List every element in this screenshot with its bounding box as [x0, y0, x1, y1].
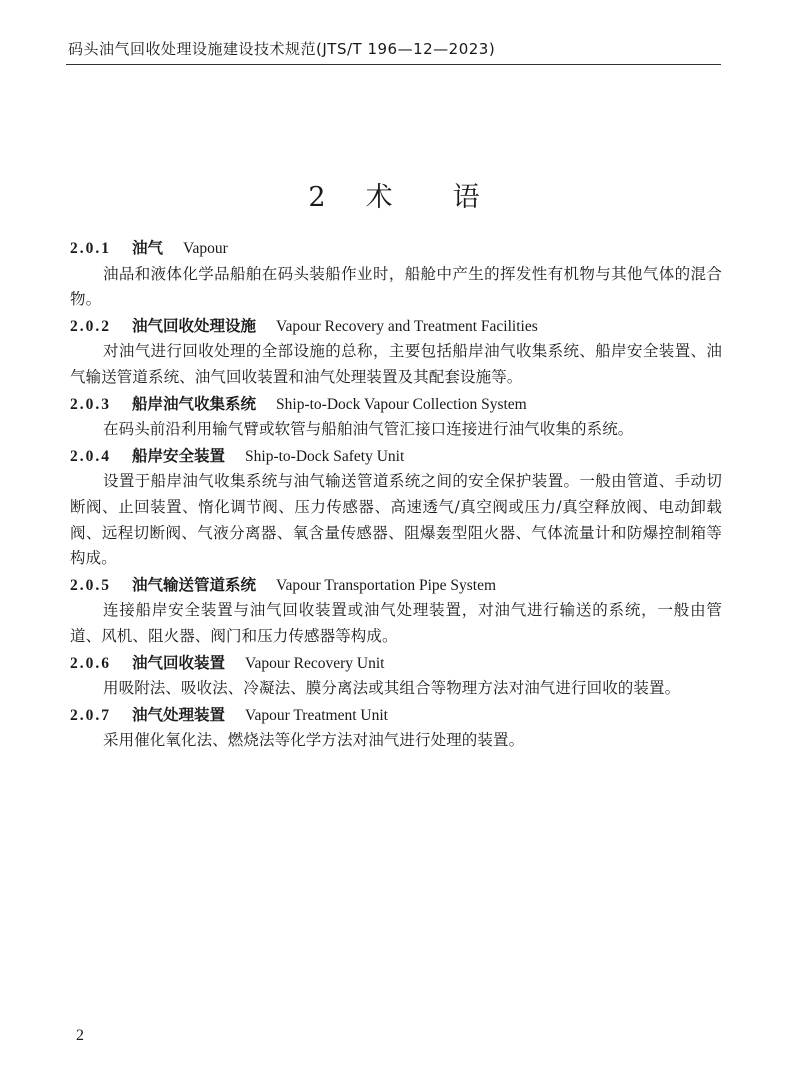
term-heading [70, 313, 722, 340]
term-number: 2.0.1 [70, 240, 111, 257]
term-chinese: 油气输送管道系统 [132, 574, 257, 594]
term-heading [70, 702, 722, 729]
term-english: Vapour Recovery and Treatment Facilities [276, 317, 538, 335]
term-heading [70, 572, 722, 599]
term-heading [70, 391, 722, 418]
chapter-number: 2 [308, 182, 328, 213]
term-entry [70, 650, 722, 702]
term-entry [70, 702, 722, 754]
term-definition: 在码头前沿利用输气臂或软管与船舶油气管汇接口连接进行油气收集的系统。 [103, 420, 634, 439]
term-english: Vapour Recovery Unit [245, 654, 385, 672]
term-definition: 连接船岸安全装置与油气回收装置或油气处理装置，对油气进行输送的系统，一般由管道、风机、阻火器、阀门和压力传感器等构成。 [70, 601, 722, 645]
term-chinese: 油气处理装置 [132, 704, 226, 724]
term-number: 2.0.7 [70, 706, 111, 724]
term-definition: 油品和液体化学品船舶在码头装船作业时，船舱中产生的挥发性有机物与其他气体的混合物。 [70, 264, 722, 309]
terms-list [70, 235, 722, 754]
term-heading [70, 235, 722, 262]
term-english: Ship-to-Dock Vapour Collection System [276, 395, 527, 413]
term-entry [70, 313, 722, 391]
term-entry [70, 391, 722, 443]
running-header: 码头油气回收处理设施建设技术规范(JTS/T 196—12—2023) [68, 40, 496, 58]
chapter-title-char-2: 语 [452, 182, 482, 213]
term-chinese: 油气回收装置 [132, 652, 226, 672]
term-chinese: 船岸安全装置 [132, 445, 226, 465]
term-chinese: 油气回收处理设施 [132, 315, 257, 335]
term-definition: 采用催化氧化法、燃烧法等化学方法对油气进行处理的装置。 [103, 731, 525, 750]
term-chinese: 船岸油气收集系统 [132, 393, 257, 413]
term-entry [70, 572, 722, 650]
term-number: 2.0.5 [70, 576, 111, 594]
term-english: Vapour Treatment Unit [245, 706, 388, 724]
term-heading [70, 443, 722, 470]
term-entry [70, 235, 722, 313]
term-definition: 用吸附法、吸收法、冷凝法、膜分离法或其组合等物理方法对油气进行回收的装置。 [103, 679, 681, 698]
term-number: 2.0.3 [70, 395, 111, 413]
term-number: 2.0.2 [70, 317, 111, 335]
term-definition: 设置于船岸油气收集系统与油气输送管道系统之间的安全保护装置。一般由管道、手动切断阀、止回装置、惰化调节阀、压力传感器、高速透气/真空阀或压力/真空释放阀、电动卸载阀、远程切断阀、气液分离器、氧含量传感器、阻爆轰型阻火器、气体流量计和防爆控制箱等构成。 [70, 472, 722, 568]
term-number: 2.0.6 [70, 654, 111, 672]
chapter-title [0, 175, 790, 214]
term-chinese: 油气 [132, 238, 164, 257]
header-rule [66, 64, 721, 65]
term-english: Vapour Transportation Pipe System [276, 576, 497, 594]
chapter-title-char-1: 术 [365, 182, 395, 213]
term-definition: 对油气进行回收处理的全部设施的总称，主要包括船岸油气收集系统、船岸安全装置、油气输送管道系统、油气回收装置和油气处理装置及其配套设施等。 [70, 342, 722, 386]
term-english: Ship-to-Dock Safety Unit [245, 447, 405, 465]
term-entry [70, 443, 722, 572]
term-heading [70, 650, 722, 677]
term-english: Vapour [183, 240, 228, 257]
term-number: 2.0.4 [70, 447, 111, 465]
page-number: 2 [76, 1027, 84, 1044]
